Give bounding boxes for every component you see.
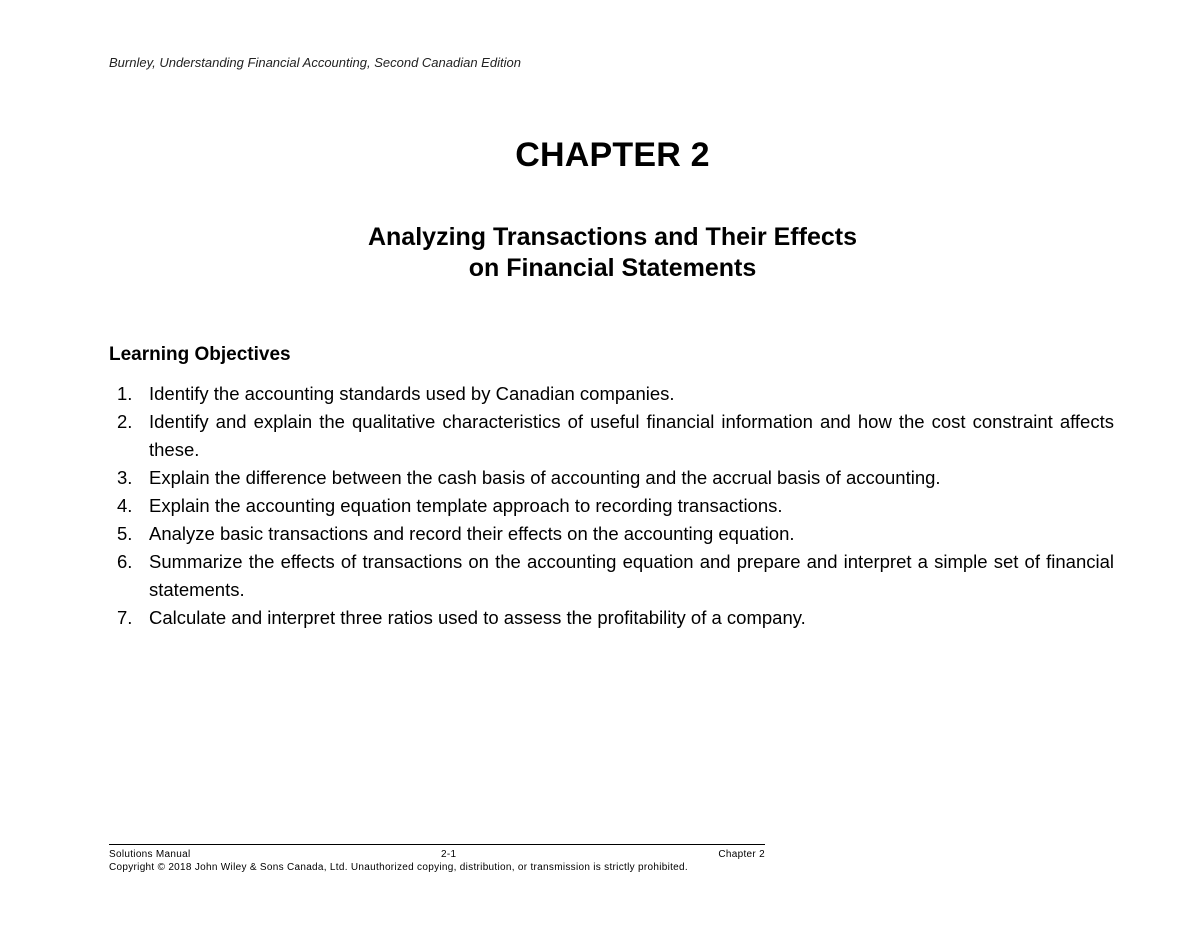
page-footer <box>109 844 765 874</box>
list-item-number: 4. <box>117 495 133 516</box>
list-item <box>109 492 1114 520</box>
learning-objectives-heading: Learning Objectives <box>109 344 291 365</box>
chapter-subtitle-line-2: on Financial Statements <box>468 254 757 282</box>
list-item-number: 2. <box>117 411 133 432</box>
list-item <box>109 464 1114 492</box>
list-item-text: Summarize the effects of transactions on the accounting equation and prepare and interpret a simple set of financial statements. <box>149 551 1114 600</box>
chapter-subtitle-line-1: Analyzing Transactions and Their Effects <box>367 223 857 251</box>
list-item <box>109 408 1114 464</box>
chapter-title: CHAPTER 2 <box>515 136 710 174</box>
page-number: 2-1 <box>441 849 457 860</box>
list-item <box>109 548 1114 604</box>
list-item-number: 1. <box>117 383 133 404</box>
list-item-text: Analyze basic transactions and record their effects on the accounting equation. <box>149 523 795 544</box>
learning-objectives-list <box>109 380 1114 632</box>
list-item <box>109 604 1114 632</box>
chapter-subtitle <box>0 222 1200 284</box>
footer-row <box>109 848 765 861</box>
list-item-text: Identify the accounting standards used by Canadian companies. <box>149 383 675 404</box>
footer-right: Chapter 2 <box>718 849 765 860</box>
list-item <box>109 520 1114 548</box>
list-item <box>109 380 1114 408</box>
list-item-number: 5. <box>117 523 133 544</box>
list-item-text: Calculate and interpret three ratios used to assess the profitability of a company. <box>149 607 806 628</box>
list-item-text: Explain the difference between the cash basis of accounting and the accrual basis of accounting. <box>149 467 941 488</box>
list-item-text: Identify and explain the qualitative characteristics of useful financial information and how the cost constraint affects these. <box>149 411 1114 460</box>
list-item-number: 3. <box>117 467 133 488</box>
list-item-text: Explain the accounting equation template approach to recording transactions. <box>149 495 783 516</box>
running-header: Burnley, Understanding Financial Accounting, Second Canadian Edition <box>109 55 521 70</box>
list-item-number: 6. <box>117 551 133 572</box>
footer-left: Solutions Manual <box>109 849 191 860</box>
copyright-notice: Copyright © 2018 John Wiley & Sons Canada, Ltd. Unauthorized copying, distribution, or transmission is strictly prohibited. <box>109 862 688 873</box>
list-item-number: 7. <box>117 607 133 628</box>
